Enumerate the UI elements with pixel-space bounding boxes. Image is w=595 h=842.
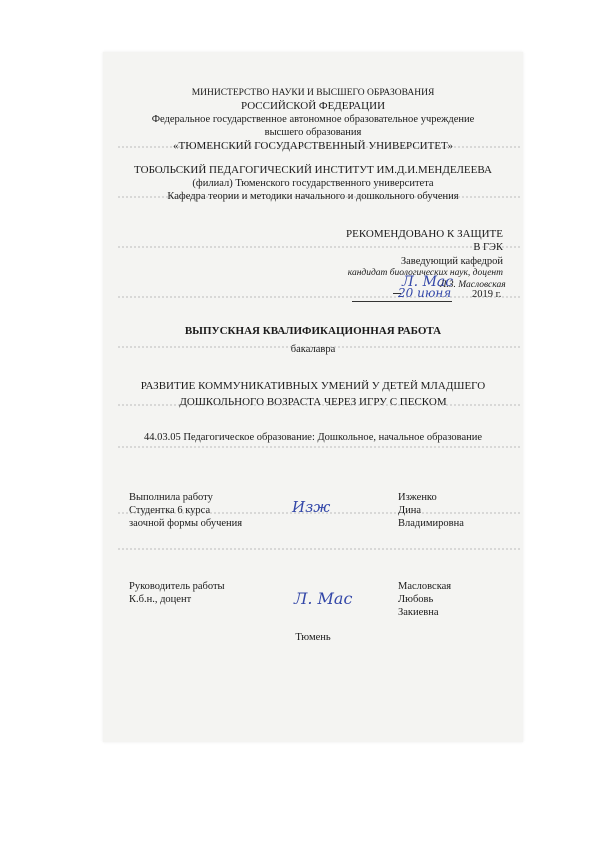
approval-head-title: Заведующий кафедрой: [400, 256, 503, 267]
author-signature: Изж: [292, 498, 331, 516]
supervisor-patronymic: Закиевна: [398, 607, 439, 618]
author-role-1: Выполнила работу: [129, 492, 213, 503]
author-role-2: Студентка 6 курса: [129, 505, 211, 516]
institution-line-2: высшего образования: [264, 127, 362, 138]
approval-line-1: РЕКОМЕНДОВАНО К ЗАЩИТЕ: [346, 228, 503, 240]
branch-line-1: ТОБОЛЬСКИЙ ПЕДАГОГИЧЕСКИЙ ИНСТИТУТ ИМ.Д.И.МЕНДЕЛЕЕВА: [134, 164, 492, 176]
ministry-line-2: РОССИЙСКОЙ ФЕДЕРАЦИИ: [240, 100, 386, 112]
approval-head-degree: кандидат биологических наук, доцент: [347, 268, 503, 278]
approval-head-name: Л.З. Масловская: [440, 280, 506, 290]
approval-line-2: В ГЭК: [473, 242, 503, 253]
bleed-through-line: [118, 446, 520, 449]
ministry-line-1: МИНИСТЕРСТВО НАУКИ И ВЫСШЕГО ОБРАЗОВАНИЯ: [191, 88, 435, 98]
author-surname: Изженко: [398, 492, 437, 503]
university-name: «ТЮМЕНСКИЙ ГОСУДАРСТВЕННЫЙ УНИВЕРСИТЕТ»: [173, 140, 453, 152]
bleed-through-line: [118, 296, 520, 299]
author-patronymic: Владимировна: [398, 518, 464, 529]
work-title-line-2: ДОШКОЛЬНОГО ВОЗРАСТА ЧЕРЕЗ ИГРУ С ПЕСКОМ: [179, 396, 447, 408]
supervisor-first-name: Любовь: [398, 594, 434, 605]
supervisor-role-2: К.б.н., доцент: [129, 594, 192, 605]
author-first-name: Дина: [398, 505, 422, 516]
work-title-line-1: РАЗВИТИЕ КОММУНИКАТИВНЫХ УМЕНИЙ У ДЕТЕЙ МЛАДШЕГО: [140, 380, 486, 392]
head-signature: Л. Мас: [402, 274, 454, 290]
supervisor-surname: Масловская: [398, 581, 452, 592]
author-role-3: заочной формы обучения: [129, 518, 243, 529]
branch-line-2: (филиал) Тюменского государственного университета: [192, 178, 434, 189]
bleed-through-line: [118, 548, 520, 551]
supervisor-signature: Л. Мас: [294, 589, 353, 608]
department-name: Кафедра теории и методики начального и дошкольного обучения: [167, 191, 459, 202]
date-line: [352, 301, 452, 302]
supervisor-role-1: Руководитель работы: [129, 581, 225, 592]
work-specialty: 44.03.05 Педагогическое образование: Дошкольное, начальное образование: [143, 432, 483, 443]
bleed-through-line: [118, 246, 520, 249]
city: Тюмень: [295, 632, 331, 643]
approval-year: 2019 г.: [472, 289, 502, 300]
work-degree: бакалавра: [290, 344, 336, 355]
approval-date-handwritten: 20 июня: [398, 286, 452, 300]
institution-line-1: Федеральное государственное автономное образовательное учреждение: [151, 114, 475, 125]
work-type: ВЫПУСКНАЯ КВАЛИФИКАЦИОННАЯ РАБОТА: [184, 325, 442, 337]
